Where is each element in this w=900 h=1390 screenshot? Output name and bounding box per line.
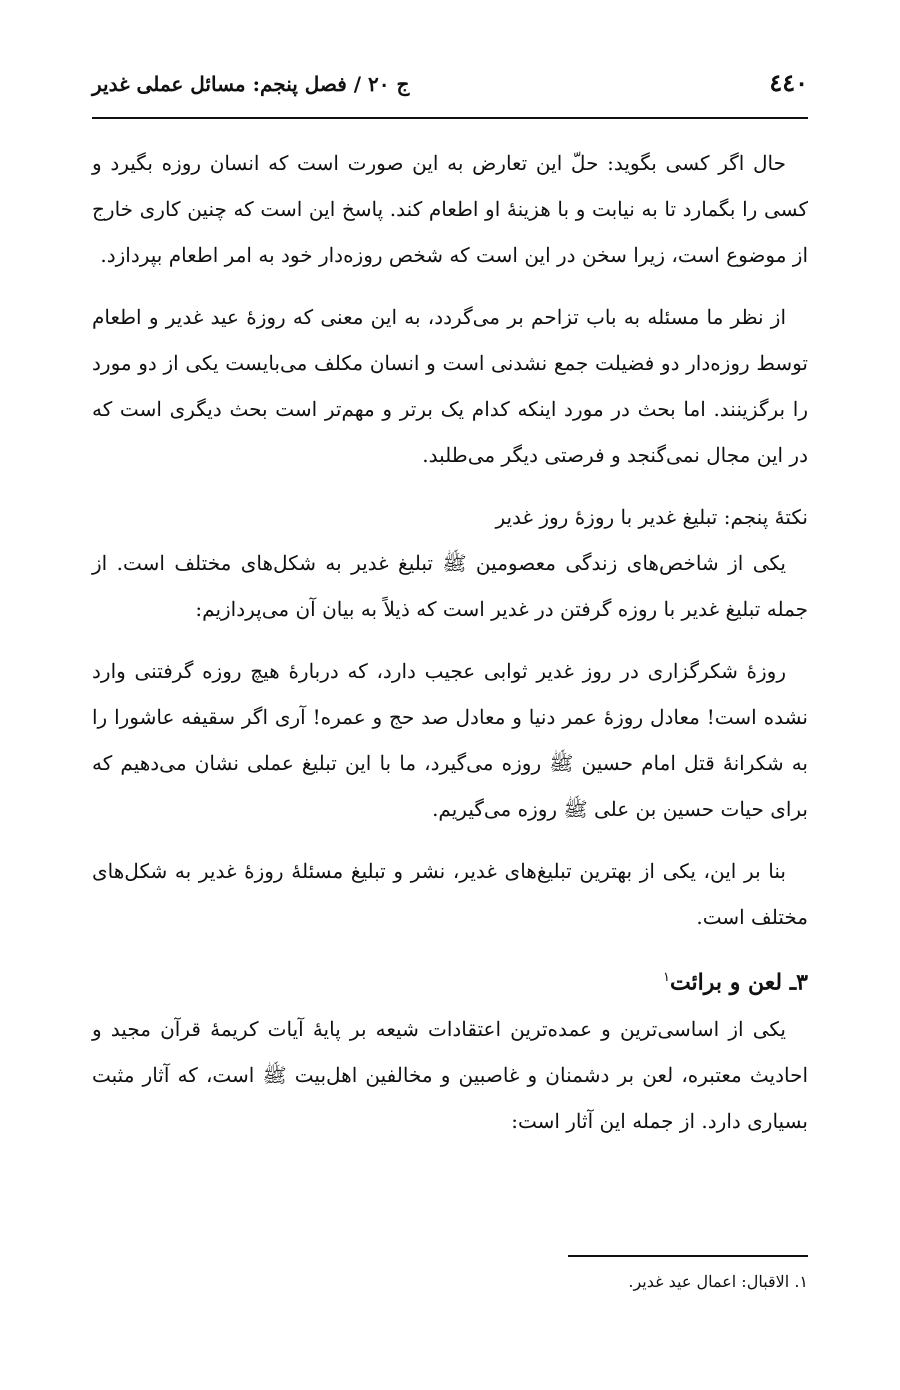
paragraph-2: از نظر ما مسئله به باب تزاحم بر می‌گردد، به این معنی که روزهٔ عید غدیر و اطعام توسط روزه‌دار دو فضیلت جمع نشدنی است و انسان مکلف می‌بایست یکی از دو مورد را برگزینند. اما بحث در مورد اینکه کدام یک برتر و مهم‌تر است بحث دیگری است که در این مجال نمی‌گنجد و فرصتی دیگر می‌طلبد. [92,305,808,467]
section-heading-text: ۳ـ لعن و برائت [669,969,808,996]
section-heading [92,956,808,1004]
book-page [92,0,808,1390]
header-divider [92,117,808,119]
subsection-heading: نکتهٔ پنجم: تبلیغ غدیر با روزهٔ روز غدیر [495,505,808,529]
footnote-divider [568,1255,808,1257]
paragraph-6: یکی از اساسی‌ترین و عمده‌ترین اعتقادات شیعه بر پایهٔ آیات کریمهٔ قرآن مجید و احادیث معتبره، لعن بر دشمنان و غاصبین و مخالفین اهل‌بیت ﷺ است، که آثار مثبت بسیاری دارد. از جمله این آثار است: [92,1017,808,1134]
paragraph-1: حال اگر کسی بگوید: حلّ این تعارض به این صورت است که انسان روزه بگیرد و کسی را بگمارد تا به نیابت و با هزینهٔ او اطعام کند. پاسخ این است که چنین کاری خارج از موضوع است، زیرا سخن در این است که شخص روزه‌دار خود به امر اطعام بپردازد. [92,151,808,267]
page-number: ٤٤٠ [769,68,808,97]
running-title: ج ۲۰ / فصل پنجم: مسائل عملی غدیر [92,72,410,96]
paragraph-4: روزهٔ شکرگزاری در روز غدیر ثوابی عجیب دارد، که دربارهٔ هیچ روزه گرفتنی وارد نشده است! معادل روزهٔ عمر دنیا و معادل صد حج و عمره! آری اگر سقیفه عاشورا را به شکرانهٔ قتل امام حسین ﷺ روزه می‌گیرد، ما با این تبلیغ عملی نشان می‌دهیم که برای حیات حسین بن علی ﷺ روزه می‌گیریم. [92,659,808,821]
paragraph-3: یکی از شاخص‌های زندگی معصومین ﷺ تبلیغ غدیر به شکل‌های مختلف است. از جمله تبلیغ غدیر با روزه گرفتن در غدیر است که ذیلاً به بیان آن می‌پردازیم: [92,551,808,621]
footnote-reference[interactable]: ۱ [662,970,670,985]
paragraph-5: بنا بر این، یکی از بهترین تبلیغ‌های غدیر، نشر و تبلیغ مسئلهٔ روزهٔ غدیر به شکل‌های مختلف است. [92,859,808,929]
footnote: ۱. الاقبال: اعمال عید غدیر. [628,1272,808,1291]
page-body [92,140,808,1160]
page-header [92,68,808,108]
